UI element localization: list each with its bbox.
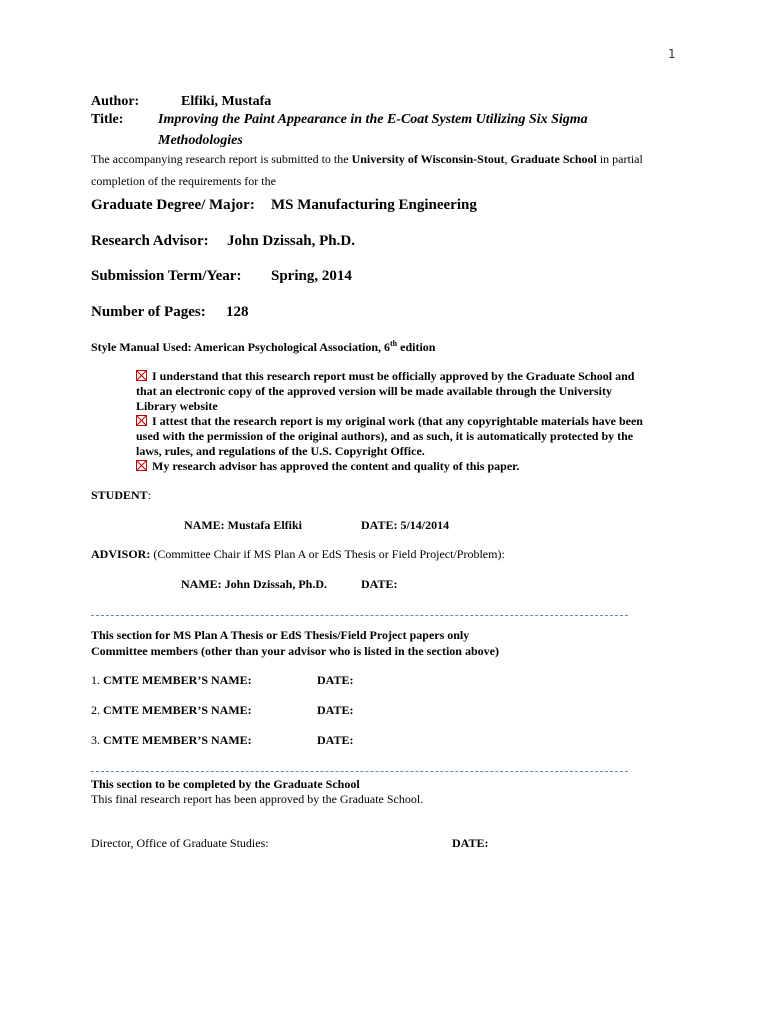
committee-heading-2: Committee members (other than your advisor who is listed in the section above): [91, 644, 499, 658]
member-number: 2.: [91, 703, 103, 717]
style-manual-suffix: edition: [397, 340, 436, 354]
student-heading: [91, 488, 151, 503]
section-divider: [91, 771, 628, 772]
checked-box-icon[interactable]: [136, 460, 147, 471]
advisor-note: (Committee Chair if MS Plan A or EdS Thesis or Field Project/Problem):: [150, 547, 505, 561]
school-name: Graduate School: [510, 152, 597, 166]
page-number: 1: [668, 47, 676, 61]
intro-text-3: in partial: [596, 152, 643, 166]
member-date-label: DATE:: [317, 673, 354, 687]
title-label: Title:: [91, 112, 124, 127]
checked-box-icon[interactable]: [136, 370, 147, 381]
member-date-label: DATE:: [317, 703, 354, 717]
term-label: Submission Term/Year:: [91, 268, 242, 284]
student-date: DATE: 5/14/2014: [361, 518, 450, 532]
attestation-3-text-1: My research advisor has approved the content and quality of this paper.: [152, 459, 520, 473]
author-label: Author:: [91, 94, 140, 109]
student-colon: :: [147, 488, 152, 502]
graduate-heading: This section to be completed by the Graduate School: [91, 777, 360, 791]
attestation-1-line-3: Library website: [136, 399, 218, 413]
author-value: Elfiki, Mustafa: [181, 94, 272, 109]
attestation-1-line-2: that an electronic copy of the approved version will be made available through the University: [136, 384, 612, 398]
attestation-2-text-1: I attest that the research report is my original work (that any copyrightable materials have been: [152, 414, 643, 428]
attestation-2-line-3: laws, rules, and regulations of the U.S. Copyright Office.: [136, 444, 425, 458]
checked-box-icon[interactable]: [136, 415, 147, 426]
attestation-1-line-1: [136, 369, 634, 384]
institution-name: University of Wisconsin-Stout: [351, 152, 505, 166]
member-number: 1.: [91, 673, 103, 687]
style-manual: [91, 339, 435, 355]
style-manual-label: Style Manual Used: American Psychological Association, 6: [91, 340, 390, 354]
advisor-label: Research Advisor:: [91, 233, 209, 249]
term-value: Spring, 2014: [271, 268, 352, 284]
member-number: 3.: [91, 733, 103, 747]
graduate-text: This final research report has been approved by the Graduate School.: [91, 792, 424, 806]
advisor-value: John Dzissah, Ph.D.: [227, 233, 355, 249]
intro-line-1: [91, 152, 643, 167]
member-name-label: CMTE MEMBER’S NAME:: [103, 703, 252, 717]
attestation-2-line-1: [136, 414, 643, 429]
member-date-label: DATE:: [317, 733, 354, 747]
student-label: STUDENT: [91, 488, 148, 502]
attestation-2-line-2: used with the permission of the original authors), and as such, it is automatically protected by the: [136, 429, 634, 443]
advisor-name: NAME: John Dzissah, Ph.D.: [181, 577, 328, 591]
degree-value: MS Manufacturing Engineering: [271, 197, 477, 213]
member-name-label: CMTE MEMBER’S NAME:: [103, 733, 252, 747]
advisor-heading: [91, 547, 505, 562]
pages-label: Number of Pages:: [91, 304, 206, 320]
committee-member-3: [91, 733, 252, 748]
committee-member-1: [91, 673, 252, 688]
director-date-label: DATE:: [452, 836, 489, 850]
committee-heading-1: This section for MS Plan A Thesis or EdS Thesis/Field Project papers only: [91, 628, 470, 642]
title-line-2: Methodologies: [158, 133, 243, 148]
attestation-3-line-1: [136, 459, 519, 474]
degree-label: Graduate Degree/ Major:: [91, 197, 255, 213]
pages-value: 128: [226, 304, 249, 320]
committee-member-2: [91, 703, 252, 718]
student-name: NAME: Mustafa Elfiki: [184, 518, 302, 532]
title-line-1: Improving the Paint Appearance in the E-Coat System Utilizing Six Sigma: [158, 112, 588, 127]
section-divider: [91, 615, 628, 616]
intro-line-2: completion of the requirements for the: [91, 174, 276, 188]
advisor-date: DATE:: [361, 577, 398, 591]
attestation-1-text-1: I understand that this research report must be officially approved by the Graduate School and: [152, 369, 635, 383]
intro-text-1: The accompanying research report is submitted to the: [91, 152, 352, 166]
director-label: Director, Office of Graduate Studies:: [91, 836, 269, 850]
style-manual-sup: th: [390, 339, 398, 348]
advisor-section-label: ADVISOR:: [91, 547, 151, 561]
intro-text-2: ,: [504, 152, 511, 166]
member-name-label: CMTE MEMBER’S NAME:: [103, 673, 252, 687]
